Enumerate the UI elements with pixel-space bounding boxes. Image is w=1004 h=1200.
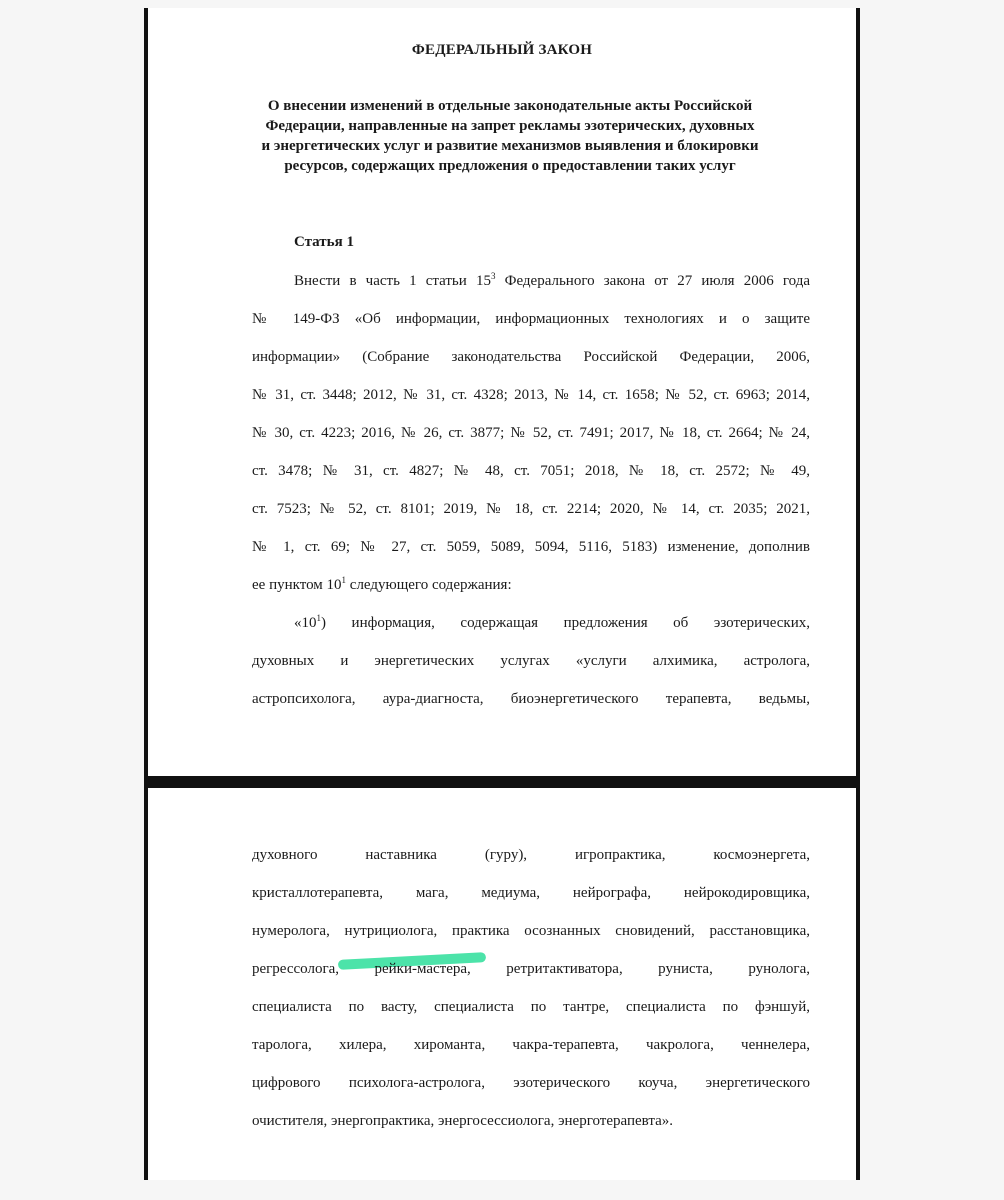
text-line: кристаллотерапевта, мага, медиума, нейрографа, нейрокодировщика, [252,885,810,901]
text-line: ст. 3478; № 31, ст. 4827; № 48, ст. 7051; 2018, № 18, ст. 2572; № 49, [252,463,810,479]
subtitle-line: ресурсов, содержащих предложения о предоставлении таких услуг [284,158,736,174]
subtitle-line: и энергетических услуг и развитие механизмов выявления и блокировки [261,138,759,154]
text-line: духовного наставника (гуру), игропрактика, космоэнергета, [252,847,810,863]
text-line: нумеролога, нутрициолога, практика осознанных сновидений, расстановщика, [252,923,810,939]
text-line: ст. 7523; № 52, ст. 8101; 2019, № 18, ст. 2214; 2020, № 14, ст. 2035; 2021, [252,501,810,517]
text-line: астропсихолога, аура-диагноста, биоэнергетического терапевта, ведьмы, [252,691,810,707]
text-line: духовных и энергетических услугах «услуги алхимика, астролога, [252,653,810,669]
article-heading: Статья 1 [294,234,354,250]
text-line: «$10^1$) информация, содержащая предложения об эзотерических, [294,613,810,631]
subtitle-line: Федерации, направленные на запрет рекламы эзотерических, духовных [265,118,755,134]
text-line: № 30, ст. 4223; 2016, № 26, ст. 3877; № 52, ст. 7491; 2017, № 18, ст. 2664; № 24, [252,425,810,441]
document-subtitle [208,96,812,176]
text-line: очистителя, энергопрактика, энергосессиолога, энерготерапевта». [252,1113,674,1129]
text-line: информации» (Собрание законодательства Российской Федерации, 2006, [252,349,810,365]
text-line: № 1, ст. 69; № 27, ст. 5059, 5089, 5094, 5116, 5183) изменение, дополнив [252,539,810,555]
text-line: № 31, ст. 3448; 2012, № 31, ст. 4328; 2013, № 14, ст. 1658; № 52, ст. 6963; 2014, [252,387,810,403]
text-line: регрессолога, рейки-мастера, ретритактиватора, руниста, рунолога, [252,961,810,977]
document-page-2 [144,788,860,1180]
text-line: таролога, хилера, хироманта, чакра-терапевта, чакролога, ченнелера, [252,1037,810,1053]
document-title: ФЕДЕРАЛЬНЫЙ ЗАКОН [411,42,593,58]
subtitle-line: О внесении изменений в отдельные законодательные акты Российской [267,98,753,114]
document-page-1 [144,8,860,778]
text-line: специалиста по васту, специалиста по тантре, специалиста по фэншуй, [252,999,810,1015]
text-line: цифрового психолога-астролога, эзотерического коуча, энергетического [252,1075,810,1091]
page-divider [144,776,860,788]
text-line: ее пунктом $10^1$ следующего содержания: [252,575,512,593]
text-line: № 149-ФЗ «Об информации, информационных технологиях и о защите [252,311,810,327]
text-line: Внести в часть 1 статьи $15^3$ Федерального закона от 27 июля 2006 года [294,271,811,289]
